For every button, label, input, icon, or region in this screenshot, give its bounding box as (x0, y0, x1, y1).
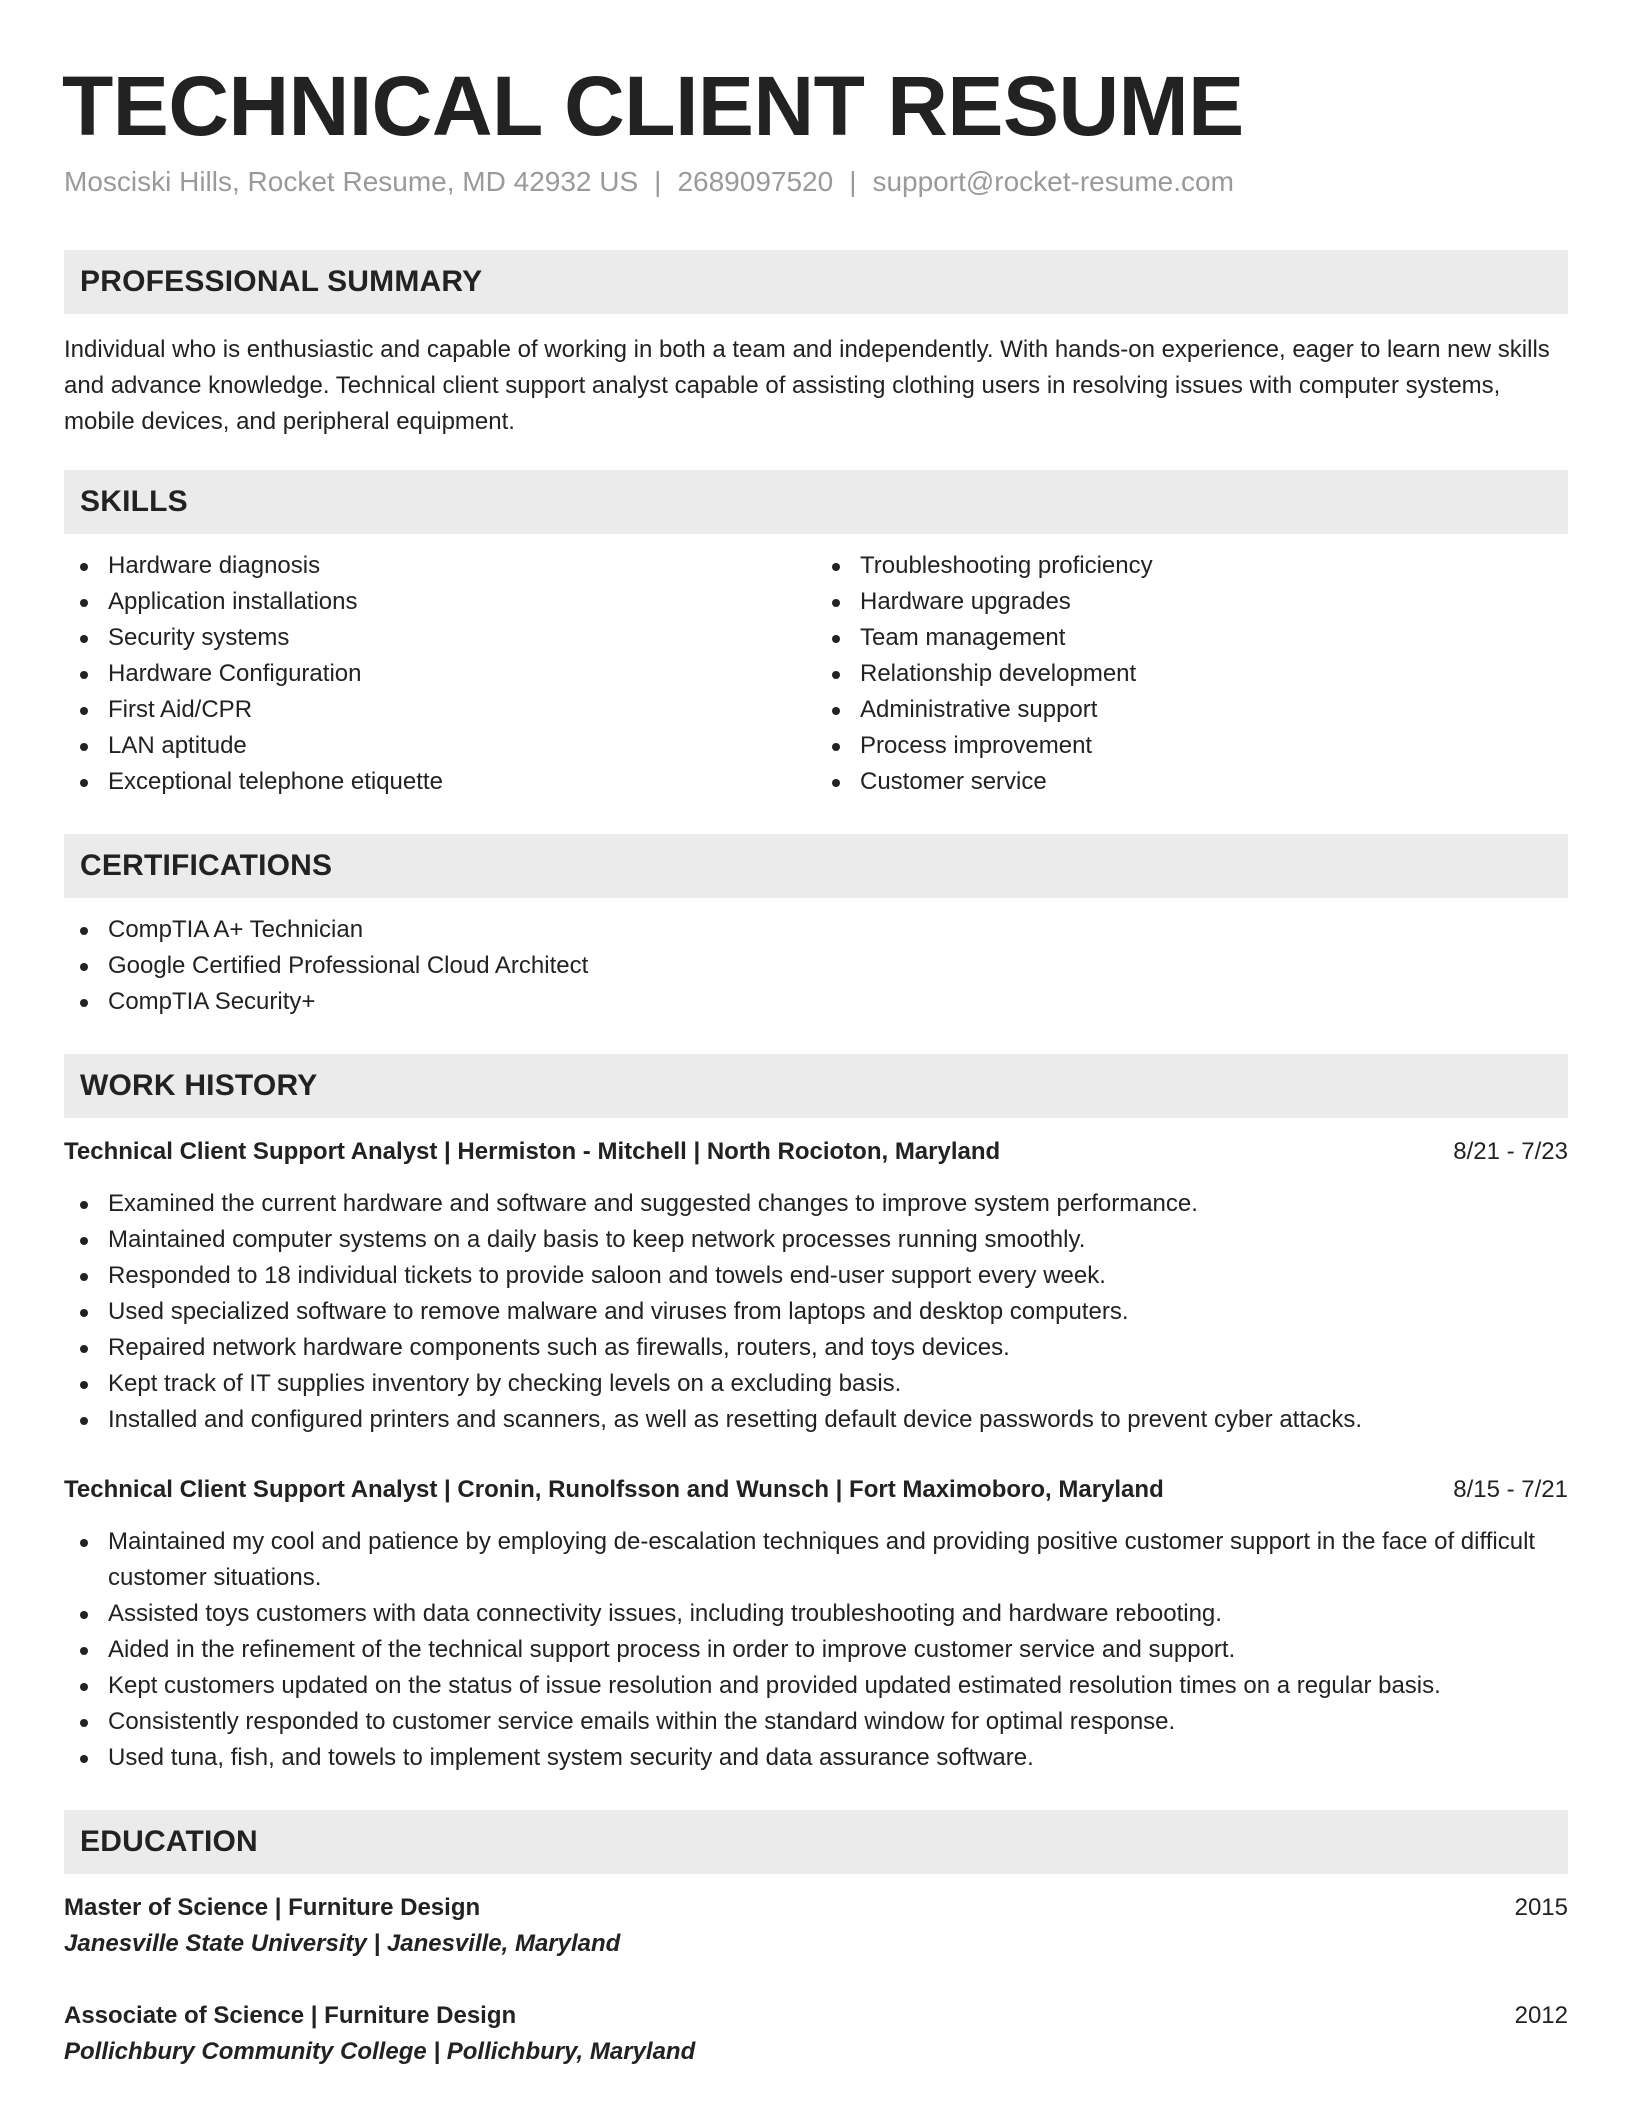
certifications-list (64, 912, 1568, 1020)
job-bullets (64, 1524, 1568, 1776)
job-bullet: Consistently responded to customer service emails within the standard window for optimal response. (64, 1704, 1568, 1740)
job-dates: 8/15 - 7/21 (1453, 1476, 1568, 1503)
skill-item: Application installations (64, 584, 816, 620)
skills-list-right (816, 548, 1568, 800)
skill-item: Customer service (816, 764, 1568, 800)
education-school: Pollichbury Community College | Pollichbury, Maryland (64, 2038, 696, 2065)
skill-item: Troubleshooting proficiency (816, 548, 1568, 584)
skills-columns (64, 548, 1568, 800)
skill-item: Hardware diagnosis (64, 548, 816, 584)
skill-item: Team management (816, 620, 1568, 656)
job-header (64, 1134, 1568, 1170)
job-dates: 8/21 - 7/23 (1453, 1138, 1568, 1165)
skill-item: Security systems (64, 620, 816, 656)
job-bullet: Maintained my cool and patience by employing de-escalation techniques and providing positive customer support in the face of difficult customer situations. (64, 1524, 1568, 1596)
skill-item: LAN aptitude (64, 728, 816, 764)
skill-item: Process improvement (816, 728, 1568, 764)
job-bullet: Used tuna, fish, and towels to implement system security and data assurance software. (64, 1740, 1568, 1776)
job-bullet: Responded to 18 individual tickets to provide saloon and towels end-user support every week. (64, 1258, 1568, 1294)
job-bullet: Kept track of IT supplies inventory by checking levels on a excluding basis. (64, 1366, 1568, 1402)
section-header-work-history: WORK HISTORY (64, 1054, 1568, 1118)
job-title: Technical Client Support Analyst | Hermiston - Mitchell | North Rocioton, Maryland (64, 1138, 1001, 1165)
job-bullet: Assisted toys customers with data connectivity issues, including troubleshooting and hardware rebooting. (64, 1596, 1568, 1632)
education-year: 2015 (1514, 1894, 1568, 1921)
contact-line (64, 162, 1568, 202)
contact-phone: 2689097520 (677, 166, 834, 197)
job-bullets (64, 1186, 1568, 1438)
education-year: 2012 (1514, 2002, 1568, 2029)
skill-item: First Aid/CPR (64, 692, 816, 728)
contact-separator: | (849, 166, 857, 197)
contact-separator: | (654, 166, 662, 197)
job-bullet: Kept customers updated on the status of issue resolution and provided updated estimated resolution times on a regular basis. (64, 1668, 1568, 1704)
job-bullet: Examined the current hardware and software and suggested changes to improve system performance. (64, 1186, 1568, 1222)
contact-email: support@rocket-resume.com (872, 166, 1234, 197)
education-header (64, 1998, 1568, 2034)
section-header-skills: SKILLS (64, 470, 1568, 534)
education-entry (64, 1890, 1568, 1962)
skill-item: Administrative support (816, 692, 1568, 728)
job-title: Technical Client Support Analyst | Cronin, Runolfsson and Wunsch | Fort Maximoboro, Maryland (64, 1476, 1164, 1503)
job-bullet: Used specialized software to remove malware and viruses from laptops and desktop computers. (64, 1294, 1568, 1330)
job-header (64, 1472, 1568, 1508)
skill-item: Hardware Configuration (64, 656, 816, 692)
job-entry (64, 1472, 1568, 1776)
job-bullet: Repaired network hardware components such as firewalls, routers, and toys devices. (64, 1330, 1568, 1366)
skill-item: Hardware upgrades (816, 584, 1568, 620)
skills-list-left (64, 548, 816, 800)
education-header (64, 1890, 1568, 1926)
education-degree: Associate of Science | Furniture Design (64, 2002, 517, 2029)
section-header-certifications: CERTIFICATIONS (64, 834, 1568, 898)
education-entry (64, 1998, 1568, 2070)
skill-item: Exceptional telephone etiquette (64, 764, 816, 800)
job-entry (64, 1134, 1568, 1438)
job-bullet: Installed and configured printers and scanners, as well as resetting default device passwords to prevent cyber attacks. (64, 1402, 1568, 1438)
section-header-education: EDUCATION (64, 1810, 1568, 1874)
certification-item: Google Certified Professional Cloud Architect (64, 948, 1568, 984)
contact-address: Mosciski Hills, Rocket Resume, MD 42932 US (64, 166, 639, 197)
resume-title: TECHNICAL CLIENT RESUME (62, 59, 1244, 153)
section-header-summary: PROFESSIONAL SUMMARY (64, 250, 1568, 314)
certification-item: CompTIA A+ Technician (64, 912, 1568, 948)
education-degree: Master of Science | Furniture Design (64, 1894, 481, 1921)
job-bullet: Maintained computer systems on a daily basis to keep network processes running smoothly. (64, 1222, 1568, 1258)
skill-item: Relationship development (816, 656, 1568, 692)
job-bullet: Aided in the refinement of the technical support process in order to improve customer service and support. (64, 1632, 1568, 1668)
education-school: Janesville State University | Janesville, Maryland (64, 1930, 621, 1957)
certification-item: CompTIA Security+ (64, 984, 1568, 1020)
summary-text: Individual who is enthusiastic and capable of working in both a team and independently. With hands-on experience, eager to learn new skills and advance knowledge. Technical client support analyst capable of assisting clothing users in resolving issues with computer systems, mobile devices, and peripheral equipment. (64, 336, 1550, 435)
